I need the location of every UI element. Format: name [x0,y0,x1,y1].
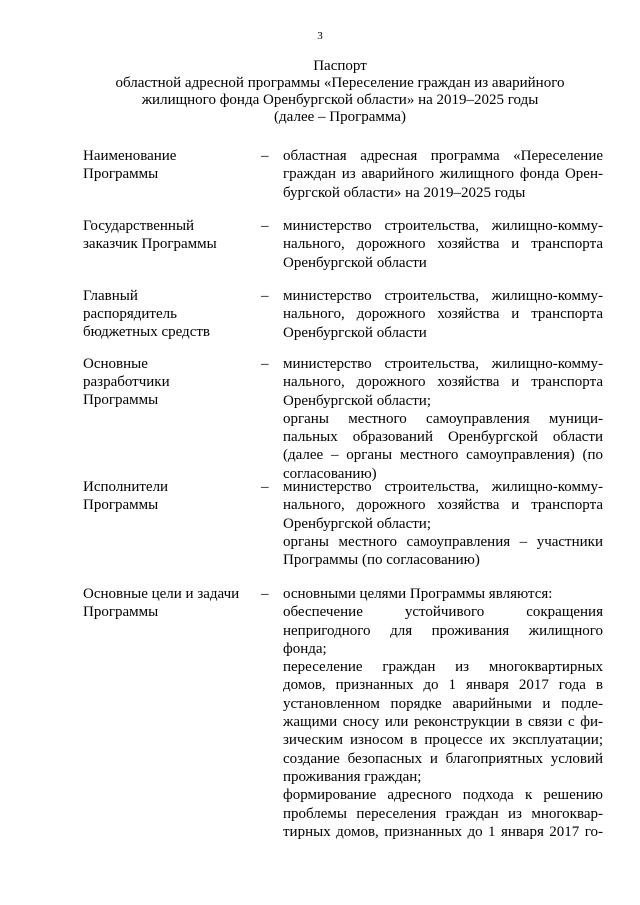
row-value-line: граждан из аварийного жилищного фонда Орен- [283,166,603,183]
row-value-line: нального, дорожного хозяйства и транспорта [283,236,603,253]
row-label-line: Программы [83,604,159,620]
row-value [283,147,603,202]
row-dash: – [261,586,269,602]
row-dash: – [261,288,269,304]
row-label [83,287,255,341]
row-value [283,217,603,272]
row-value-line: нального, дорожного хозяйства и транспорта [283,497,603,514]
row-label [83,585,255,621]
row-value-line: проживания граждан; [283,768,422,785]
title-line: Паспорт [313,58,367,74]
row-value-line: (далее – органы местного самоуправления) (по [283,447,603,464]
row-dash: – [261,218,269,234]
row-value-line: Оренбургской области; [283,392,432,409]
row-label-line: Наименование [83,148,177,164]
row-value-line: Оренбургской области [283,254,427,271]
row-value-line: непригодного для проживания жилищного [283,622,603,639]
row-value [283,287,603,342]
row-label-line: Главный [83,288,138,304]
row-label-line: распорядитель [83,306,177,322]
row-label [83,217,255,253]
row-value-line: обеспечение устойчивого сокращения [283,604,603,621]
row-value-line: органы местного самоуправления муници- [283,410,603,427]
row-value-line: зическим износом в процессе их эксплуатации; [283,732,603,749]
row-value-line: основными целями Программы являются: [283,586,553,602]
row-label-line: Программы [83,497,159,513]
row-value-line: министерство строительства, жилищно-комму- [283,218,603,234]
row-dash: – [261,479,269,495]
row-value-line: бургской области» на 2019–2025 годы [283,184,526,201]
row-label-line: Государственный [83,218,195,234]
row-label-line: Основные [83,356,148,372]
row-label-line: Исполнители [83,479,169,495]
row-value-line: министерство строительства, жилищно-комму- [283,479,603,495]
row-value-line: министерство строительства, жилищно-комму- [283,288,603,304]
row-value-line: Оренбургской области [283,324,427,341]
row-value-line: домов, признанных до 1 января 2017 года в [283,677,603,694]
row-value-line: установленном порядке аварийными и подле- [283,695,603,712]
row-value-line: согласованию) [283,465,377,482]
title-line: жилищного фонда Оренбургской области» на 2019–2025 годы [141,92,539,108]
row-label [83,355,255,409]
row-value-line: жащими сносу или реконструкции в связи с фи- [283,714,603,731]
row-value-line: формирование адресного подхода к решению [283,787,603,804]
row-value [283,355,603,483]
row-value-line: создание безопасных и благоприятных условий [283,750,603,767]
row-dash: – [261,356,269,372]
row-label [83,478,255,514]
title-line: областной адресной программы «Переселение граждан из аварийного [115,75,565,91]
row-label-line: Основные цели и задачи [83,586,240,602]
title-line: (далее – Программа) [274,109,406,125]
row-value-line: проблемы переселения граждан из многоквар- [283,805,603,822]
row-label-line: Программы [83,166,159,182]
row-value-line: нального, дорожного хозяйства и транспорта [283,374,603,391]
row-value [283,478,603,569]
row-value-line: переселение граждан из многоквартирных [283,659,603,676]
row-value-line: областная адресная программа «Переселение [283,148,603,164]
row-value-line: органы местного самоуправления – участники [283,533,603,550]
row-label [83,147,255,183]
row-label-line: заказчик Программы [83,236,217,252]
row-label-line: Программы [83,392,159,408]
row-value-line: фонда; [283,640,327,657]
page-number: 3 [317,30,323,42]
row-value-line: пальных образований Оренбургской области [283,429,603,446]
row-value [283,585,603,841]
document-title [80,58,600,126]
row-value-line: нального, дорожного хозяйства и транспорта [283,306,603,323]
row-value-line: Программы (по согласованию) [283,552,480,569]
row-value-line: министерство строительства, жилищно-комму- [283,356,603,372]
row-label-line: разработчики [83,374,170,390]
row-dash: – [261,148,269,164]
row-label-line: бюджетных средств [83,324,210,340]
row-value-line: Оренбургской области; [283,515,432,532]
row-value-line: тирных домов, признанных до 1 января 2017 го- [283,823,603,840]
